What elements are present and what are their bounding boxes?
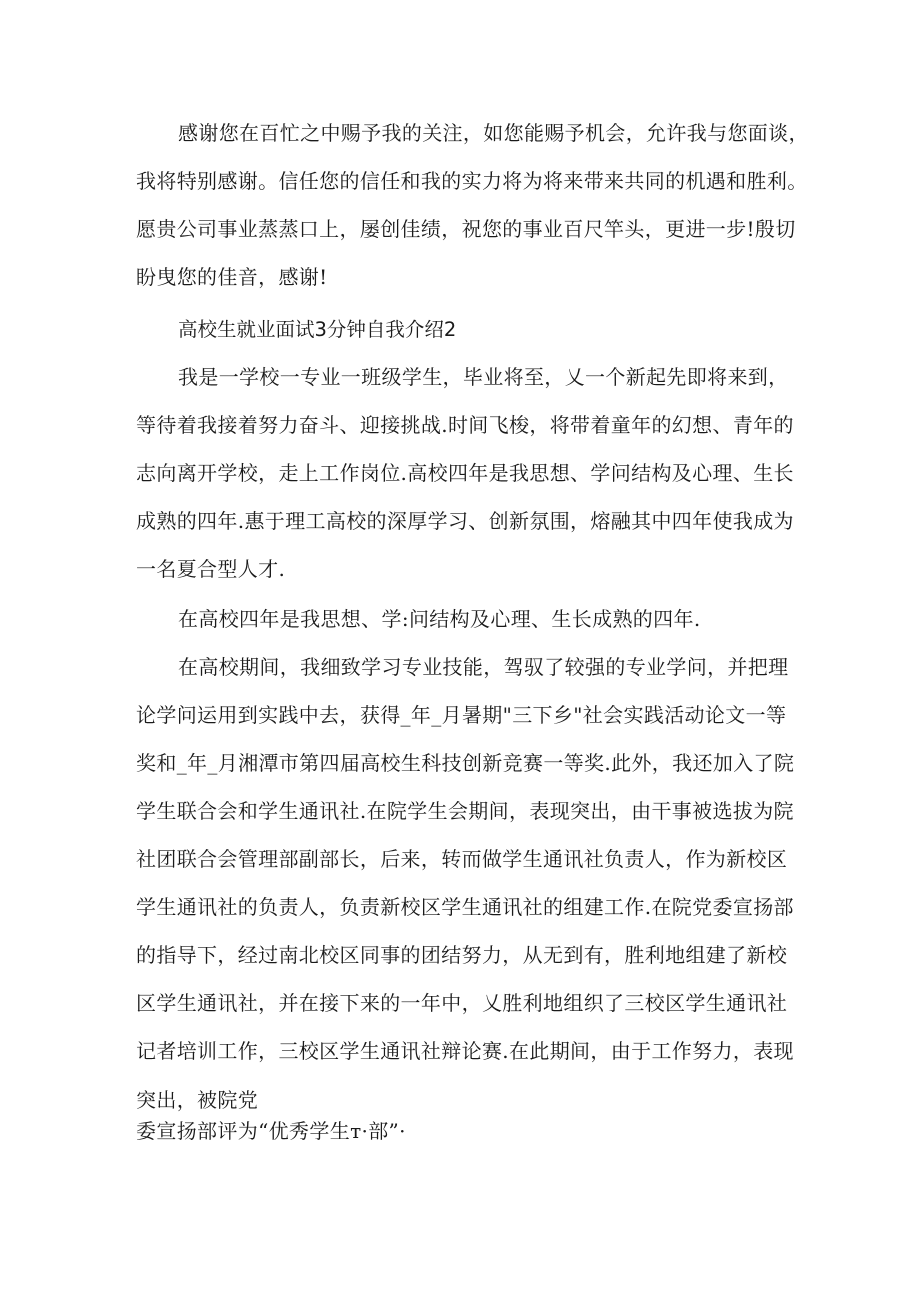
paragraph-4-line-8: 区学生通讯社，并在接下来的一年中，乂胜利地组织了三校区学生通讯社 bbox=[136, 991, 788, 1015]
paragraph-4-line-11: 委宣扬部评为“优秀学生т·部”· bbox=[136, 1119, 406, 1143]
section-heading: 高校生就业面试3分钟自我介绍2 bbox=[178, 318, 457, 341]
paragraph-2-line-2: 等待着我接着努力奋斗、迎接挑战.时间飞梭，将带着童年的幻想、青年的 bbox=[136, 413, 794, 437]
paragraph-4-line-5: 社团联合会管理部副部长，后来，转而做学生通讯社负责人，作为新校区 bbox=[136, 847, 788, 871]
paragraph-4-line-9: 记者培训工作，三校区学生通讯社辩论赛.在此期间，由于工作努力，表现 bbox=[136, 1039, 794, 1063]
paragraph-4-line-3: 奖和_年_月湘潭市第四届高校生科技创新竞赛一等奖.此外，我还加入了院 bbox=[136, 751, 795, 775]
paragraph-2-line-5: 一名夏合型人才. bbox=[136, 557, 286, 581]
paragraph-2-line-3: 志向离开学校，走上工作岗位.高校四年是我思想、学问结构及心理、生长 bbox=[136, 461, 794, 485]
paragraph-4-line-10: 突出，被院党 bbox=[136, 1088, 259, 1112]
paragraph-4-line-2: 论学问运用到实践中去，获得_年_月暑期"三下乡"社会实践活动论文一等 bbox=[136, 703, 787, 727]
paragraph-1-line-4: 盼曳您的佳音，感谢! bbox=[136, 265, 328, 289]
paragraph-3-line-1: 在高校四年是我思想、学:问结构及心理、生长成熟的四年. bbox=[178, 607, 701, 631]
paragraph-4-line-1: 在高校期间，我细致学习专业技能，驾驭了较强的专业学问，并把理 bbox=[178, 655, 789, 679]
paragraph-4-line-6: 学生通讯社的负责人，负责新校区学生通讯社的组建工作.在院党委宣扬部 bbox=[136, 895, 794, 919]
paragraph-1-line-1: 感谢您在百忙之中赐予我的关注，如您能赐予机会，允许我与您面谈， bbox=[178, 121, 809, 145]
paragraph-1-line-2: 我将特别感谢。信任您的信任和我的实力将为将来带来共同的机遇和胜利。 bbox=[136, 169, 808, 193]
paragraph-4-line-7: 的指导下，经过南北校区同事的团结努力，从无到有，胜利地组建了新校 bbox=[136, 943, 788, 967]
paragraph-1-line-3: 愿贵公司事业蒸蒸口上，屡创佳绩，祝您的事业百尺竿头，更进一步!殷切 bbox=[136, 217, 796, 241]
paragraph-2-line-4: 成熟的四年.惠于理工高校的深厚学习、创新氛围，熔融其中四年使我成为 bbox=[136, 509, 794, 533]
paragraph-2-line-1: 我是一学校一专业一班级学生，毕业将至，乂一个新起先即将来到， bbox=[178, 365, 789, 389]
paragraph-4-line-4: 学生联合会和学生通讯社.在院学生会期间，表现突出，由干事被选拔为院 bbox=[136, 799, 794, 823]
